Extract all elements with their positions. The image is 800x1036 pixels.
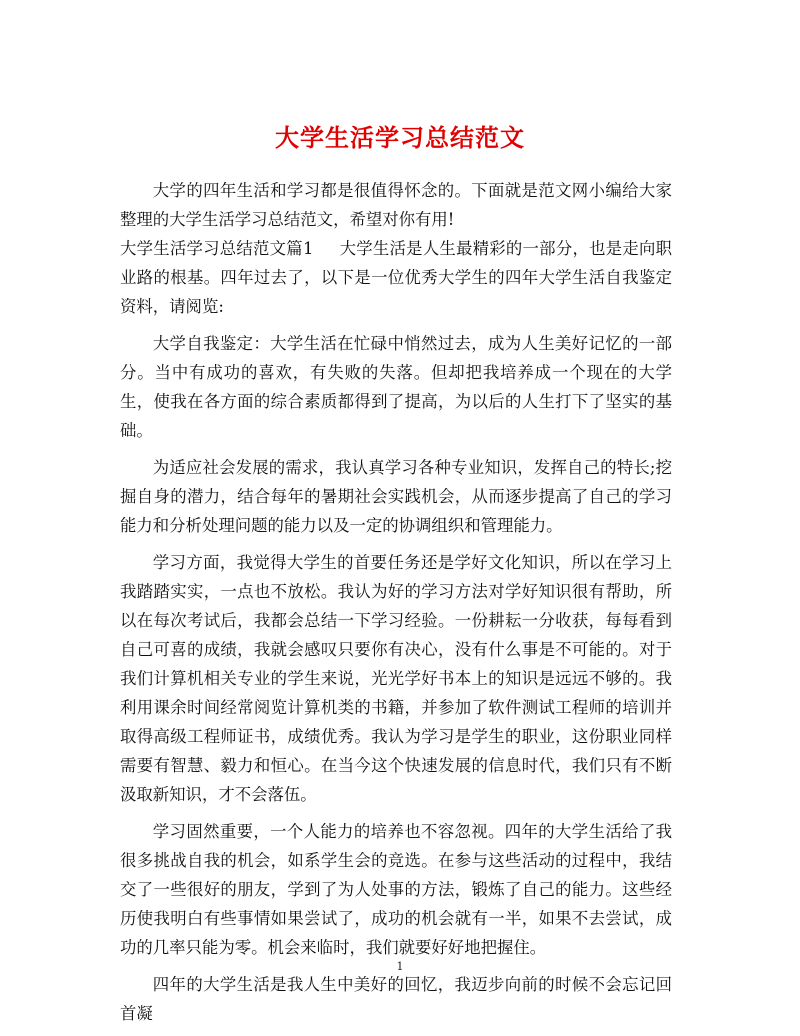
intro-paragraph: 大学的四年生活和学习都是很值得怀念的。下面就是范文网小编给大家整理的大学生活学习总结范文，希望对你有用! — [120, 181, 672, 229]
body-paragraph: 学习方面，我觉得大学生的首要任务还是学好文化知识，所以在学习上我踏踏实实，一点也不放松。我认为好的学习方法对学好知识很有帮助，所以在每次考试后，我都会总结一下学习经验。一份耕耘一分收获，每每看到自己可喜的成绩，我就会感叹只要你有决心，没有什么事是不可能的。对于我们计算机相关专业的学生来说，光光学好书本上的知识是远远不够的。我利用课余时间经常阅览计算机类的书籍，并参加了软件测试工程师的培训并取得高级工程师证书，成绩优秀。我认为学习是学生的职业，这份职业同样需要有智慧、毅力和恒心。在当今这个快速发展的信息时代，我们只有不断汲取新知识，才不会落伍。 — [120, 553, 672, 804]
section-text: 大学生活是人生最精彩的一部分，也是走向职业路的根基。四年过去了，以下是一位优秀大学生的四年大学生活自我鉴定资料，请阅览: — [120, 239, 672, 316]
page-number: 1 — [396, 960, 404, 973]
body-paragraph: 四年的大学生活是我人生中美好的回忆，我迈步向前的时候不会忘记回首凝 — [120, 975, 672, 1023]
section-paragraph — [120, 234, 672, 321]
document-title: 大学生活学习总结范文 — [275, 123, 525, 153]
body-paragraph: 学习固然重要，一个人能力的培养也不容忽视。四年的大学生活给了我很多挑战自我的机会，如系学生会的竞选。在参与这些活动的过程中，我结交了一些很好的朋友，学到了为人处事的方法，锻炼了自己的能力。这些经历使我明白有些事情如果尝试了，成功的机会就有一半，如果不去尝试，成功的几率只能为零。机会来临时，我们就要好好地把握住。 — [120, 822, 672, 957]
section-label: 大学生活学习总结范文篇1 — [120, 239, 314, 258]
body-paragraph: 为适应社会发展的需求，我认真学习各种专业知识，发挥自己的特长;挖掘自身的潜力，结合每年的暑期社会实践机会，从而逐步提高了自己的学习能力和分析处理问题的能力以及一定的协调组织和管理能力。 — [120, 458, 672, 535]
body-paragraph: 大学自我鉴定：大学生活在忙碌中悄然过去，成为人生美好记忆的一部分。当中有成功的喜欢，有失败的失落。但却把我培养成一个现在的大学生，使我在各方面的综合素质都得到了提高，为以后的人生打下了坚实的基础。 — [120, 334, 672, 440]
document-body — [120, 176, 672, 1036]
